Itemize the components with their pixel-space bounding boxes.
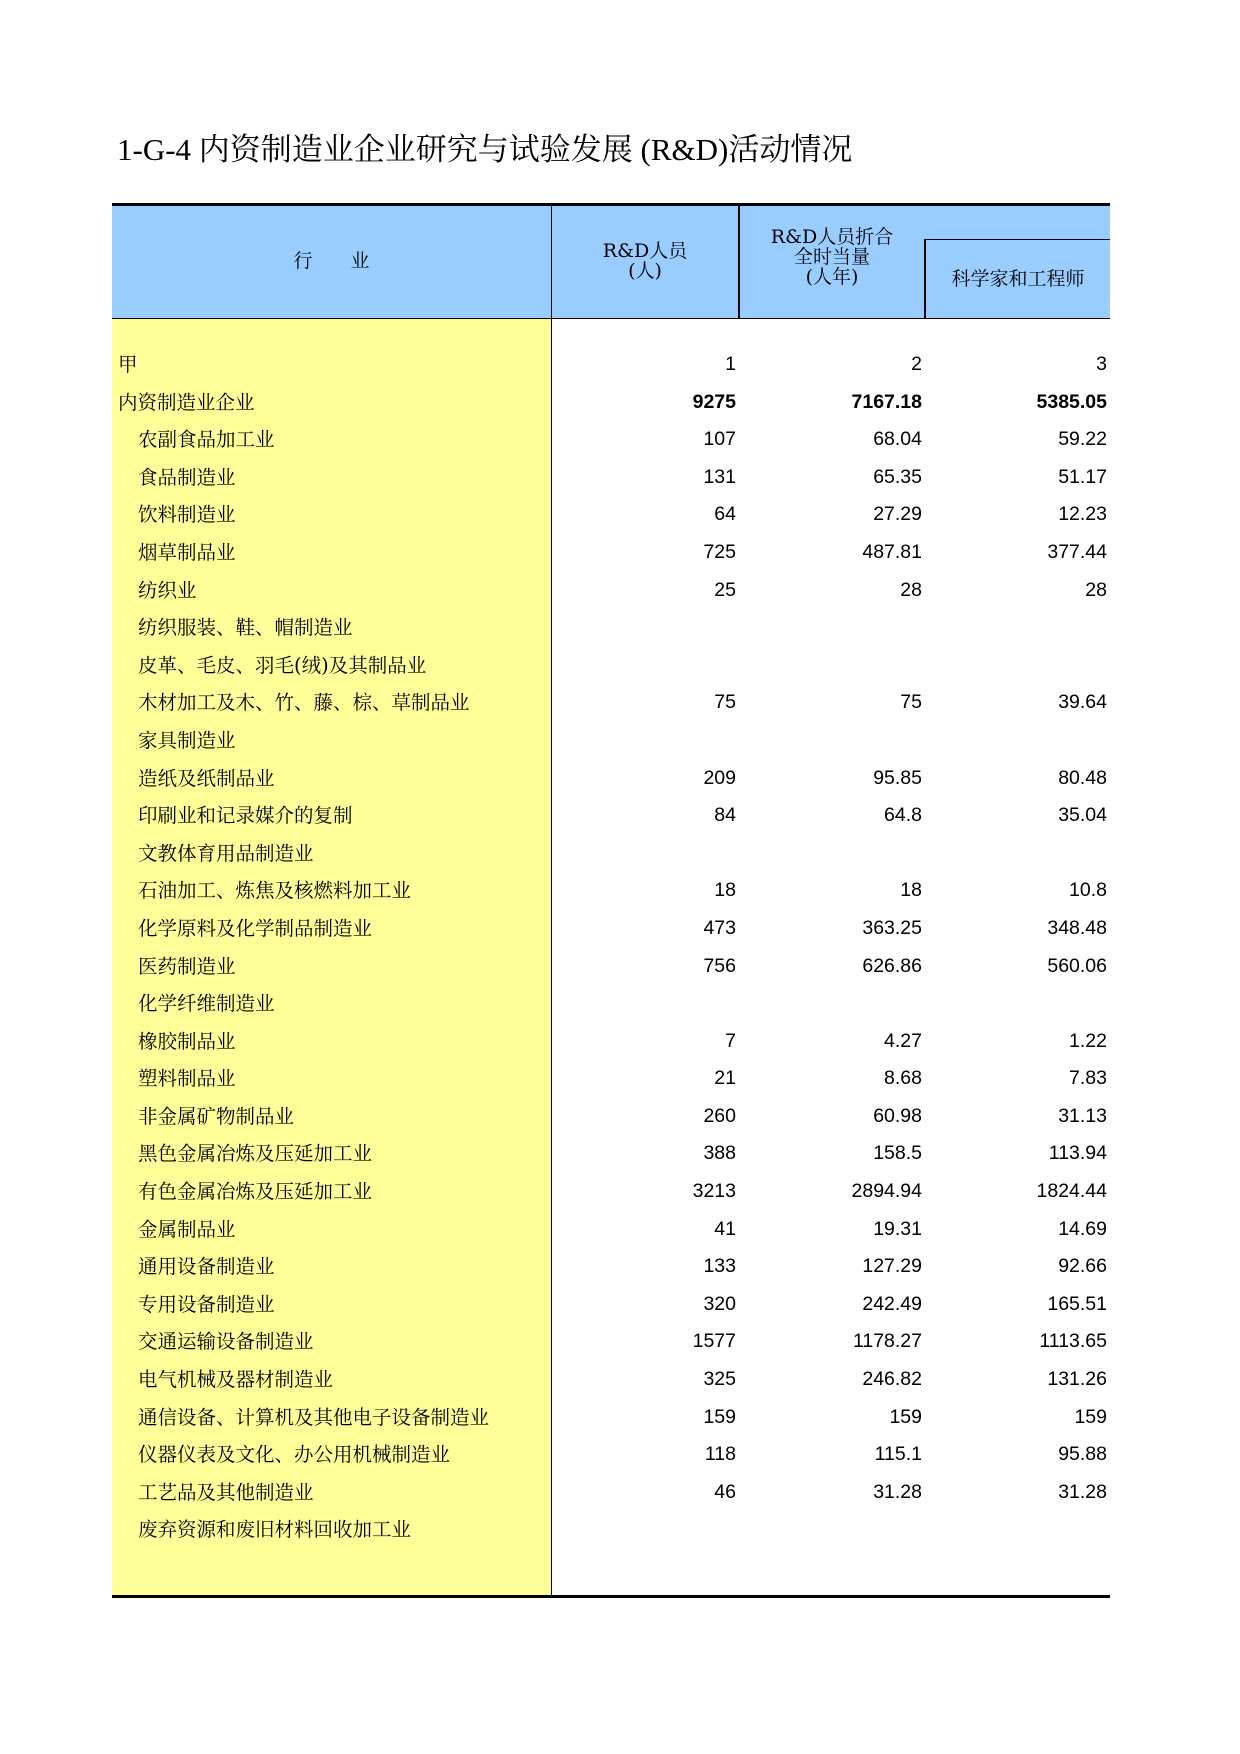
scientists-engineers-value: 1113.65 (1039, 1330, 1107, 1353)
table-row (112, 346, 1110, 384)
industry-name: 医药制造业 (138, 954, 236, 978)
rd-personnel-value: 260 (703, 1104, 736, 1127)
rd-personnel-value: 46 (714, 1480, 736, 1503)
header-rd-fte (740, 227, 924, 287)
table-row (112, 1135, 1110, 1173)
scientists-engineers-value: 92.66 (1058, 1255, 1107, 1278)
table-row (112, 1361, 1110, 1399)
rd-personnel-value: 64 (714, 503, 736, 526)
scientists-engineers-value: 1824.44 (1036, 1180, 1107, 1203)
industry-name: 工艺品及其他制造业 (138, 1480, 314, 1504)
rd-fte-value: 19.31 (873, 1217, 922, 1240)
industry-name: 塑料制品业 (138, 1067, 236, 1091)
rd-fte-value: 363.25 (862, 916, 922, 939)
scientists-engineers-value: 14.69 (1058, 1217, 1107, 1240)
rd-fte-value: 64.8 (884, 804, 922, 827)
header-rd-fte-line2: 全时当量 (793, 246, 870, 268)
rd-personnel-value: 159 (703, 1405, 736, 1428)
scientists-engineers-value: 560.06 (1047, 954, 1107, 977)
scientists-engineers-value: 35.04 (1058, 804, 1107, 827)
table-top-border (112, 203, 1110, 206)
industry-name: 电气机械及器材制造业 (138, 1368, 334, 1392)
scientists-engineers-value: 1.22 (1069, 1029, 1107, 1052)
table-row (112, 421, 1110, 459)
scientists-engineers-value: 165.51 (1047, 1292, 1107, 1315)
industry-name: 饮料制造业 (138, 503, 236, 527)
table-row (112, 1211, 1110, 1249)
scientists-engineers-value: 10.8 (1069, 879, 1107, 902)
rd-personnel-value: 107 (703, 428, 736, 451)
table-row (112, 496, 1110, 534)
industry-name: 交通运输设备制造业 (138, 1330, 314, 1354)
rd-fte-value: 242.49 (862, 1292, 922, 1315)
scientists-engineers-value: 113.94 (1048, 1142, 1107, 1165)
table-row (112, 872, 1110, 910)
rd-fte-value: 626.86 (862, 954, 922, 977)
table-row (112, 384, 1110, 422)
rd-personnel-value: 75 (714, 691, 736, 714)
table-row (112, 534, 1110, 572)
table-row (112, 1098, 1110, 1136)
rd-fte-value: 1178.27 (852, 1330, 922, 1353)
industry-name: 木材加工及木、竹、藤、棕、草制品业 (138, 691, 470, 715)
table-row (112, 1248, 1110, 1286)
industry-name: 烟草制品业 (138, 540, 236, 564)
scientists-engineers-value: 3 (1096, 353, 1107, 375)
scientists-engineers-value: 7.83 (1069, 1067, 1107, 1090)
rd-fte-value: 27.29 (873, 503, 922, 526)
industry-name: 金属制品业 (138, 1217, 236, 1241)
scientists-engineers-value: 377.44 (1047, 540, 1107, 563)
industry-name: 橡胶制品业 (138, 1029, 236, 1053)
scientists-engineers-value: 5385.05 (1036, 390, 1107, 413)
scientists-engineers-value: 348.48 (1047, 916, 1107, 939)
rd-fte-value: 159 (889, 1405, 922, 1428)
industry-name: 造纸及纸制品业 (138, 766, 275, 790)
rd-fte-value: 7167.18 (851, 390, 922, 413)
table-row (112, 1286, 1110, 1324)
scientists-engineers-value: 39.64 (1058, 691, 1107, 714)
table-row (112, 910, 1110, 948)
header-scientists-engineers: 科学家和工程师 (951, 268, 1085, 290)
rd-personnel-value: 473 (703, 916, 736, 939)
industry-name: 印刷业和记录媒介的复制 (138, 804, 353, 828)
table-row (112, 1474, 1110, 1512)
industry-name: 内资制造业企业 (118, 390, 255, 414)
industry-name: 黑色金属冶炼及压延加工业 (138, 1142, 373, 1166)
rd-personnel-value: 9275 (692, 390, 736, 413)
rd-fte-value: 8.68 (884, 1067, 922, 1090)
rd-personnel-value: 18 (714, 879, 736, 902)
table-body (112, 346, 1110, 1549)
industry-name: 有色金属冶炼及压延加工业 (138, 1180, 373, 1204)
rd-fte-value: 75 (900, 691, 922, 714)
header-rd-personnel (552, 241, 738, 281)
scientists-engineers-value: 51.17 (1058, 465, 1107, 488)
header-rd-personnel-line2: (人) (628, 260, 662, 282)
header-bottom-border (112, 318, 1110, 319)
table-row (112, 1511, 1110, 1549)
industry-name: 家具制造业 (138, 728, 236, 752)
rd-fte-value: 68.04 (873, 428, 922, 451)
table-row (112, 760, 1110, 798)
header-rd-personnel-line1: R&D人员 (602, 240, 688, 262)
industry-name: 化学原料及化学制品制造业 (138, 916, 373, 940)
industry-name: 通用设备制造业 (138, 1255, 275, 1279)
rd-fte-value: 95.85 (873, 766, 922, 789)
data-table (112, 203, 1110, 1598)
table-row (112, 985, 1110, 1023)
scientists-engineers-value: 59.22 (1058, 428, 1107, 451)
table-row (112, 1399, 1110, 1437)
scientists-engineers-value: 131.26 (1047, 1368, 1107, 1391)
table-row (112, 722, 1110, 760)
header-rd-fte-line3: (人年) (805, 266, 859, 288)
table-row (112, 1060, 1110, 1098)
subheader-border (924, 239, 1110, 240)
rd-personnel-value: 325 (703, 1368, 736, 1391)
industry-name: 文教体育用品制造业 (138, 841, 314, 865)
rd-fte-value: 31.28 (873, 1480, 922, 1503)
table-row (112, 1323, 1110, 1361)
rd-fte-value: 2 (911, 353, 922, 375)
rd-personnel-value: 7 (725, 1029, 736, 1052)
rd-personnel-value: 3213 (692, 1180, 736, 1203)
industry-name: 甲 (118, 353, 138, 376)
table-row (112, 647, 1110, 685)
rd-fte-value: 60.98 (873, 1104, 922, 1127)
rd-personnel-value: 25 (714, 578, 736, 601)
page-title: 1-G-4 内资制造业企业研究与试验发展 (R&D)活动情况 (117, 132, 853, 167)
rd-personnel-value: 21 (714, 1067, 736, 1090)
table-row (112, 948, 1110, 986)
scientists-engineers-value: 31.13 (1058, 1104, 1107, 1127)
rd-fte-value: 158.5 (873, 1142, 922, 1165)
table-row (112, 572, 1110, 610)
scientists-engineers-value: 28 (1085, 578, 1107, 601)
rd-fte-value: 4.27 (884, 1029, 922, 1052)
rd-personnel-value: 756 (703, 954, 736, 977)
rd-personnel-value: 118 (704, 1443, 736, 1466)
rd-personnel-value: 41 (714, 1217, 736, 1240)
scientists-engineers-value: 159 (1074, 1405, 1107, 1428)
table-bottom-border (112, 1595, 1110, 1598)
industry-name: 皮革、毛皮、羽毛(绒)及其制品业 (138, 653, 427, 677)
rd-fte-value: 487.81 (862, 540, 922, 563)
industry-name: 非金属矿物制品业 (138, 1104, 295, 1128)
rd-fte-value: 115.1 (874, 1443, 922, 1466)
industry-name: 专用设备制造业 (138, 1292, 275, 1316)
industry-name: 农副食品加工业 (138, 428, 275, 452)
rd-fte-value: 2894.94 (851, 1180, 922, 1203)
industry-name: 食品制造业 (138, 465, 236, 489)
industry-name: 废弃资源和废旧材料回收加工业 (138, 1518, 412, 1542)
scientists-engineers-value: 31.28 (1058, 1480, 1107, 1503)
rd-personnel-value: 320 (703, 1292, 736, 1315)
table-row (112, 797, 1110, 835)
rd-personnel-value: 725 (703, 540, 736, 563)
header-rd-fte-line1: R&D人员折合 (770, 226, 894, 248)
scientists-engineers-value: 12.23 (1058, 503, 1107, 526)
rd-fte-value: 127.29 (862, 1255, 922, 1278)
industry-name: 纺织服装、鞋、帽制造业 (138, 616, 353, 640)
industry-name: 通信设备、计算机及其他电子设备制造业 (138, 1405, 490, 1429)
rd-personnel-value: 388 (703, 1142, 736, 1165)
header-industry: 行 业 (293, 250, 370, 272)
industry-name: 仪器仪表及文化、办公用机械制造业 (138, 1443, 451, 1467)
rd-fte-value: 65.35 (873, 465, 922, 488)
scientists-engineers-value: 80.48 (1058, 766, 1107, 789)
table-row (112, 1436, 1110, 1474)
rd-fte-value: 18 (900, 879, 922, 902)
table-row (112, 609, 1110, 647)
table-row (112, 1173, 1110, 1211)
industry-name: 纺织业 (138, 578, 197, 602)
rd-personnel-value: 84 (714, 804, 736, 827)
industry-name: 石油加工、炼焦及核燃料加工业 (138, 879, 412, 903)
table-row (112, 835, 1110, 873)
table-row (112, 459, 1110, 497)
rd-personnel-value: 131 (703, 465, 736, 488)
table-row (112, 1023, 1110, 1061)
table-row (112, 684, 1110, 722)
rd-personnel-value: 209 (703, 766, 736, 789)
rd-fte-value: 28 (900, 578, 922, 601)
industry-name: 化学纤维制造业 (138, 992, 275, 1016)
rd-personnel-value: 133 (703, 1255, 736, 1278)
rd-personnel-value: 1 (725, 353, 736, 375)
rd-fte-value: 246.82 (862, 1368, 922, 1391)
rd-personnel-value: 1577 (692, 1330, 736, 1353)
scientists-engineers-value: 95.88 (1058, 1443, 1107, 1466)
